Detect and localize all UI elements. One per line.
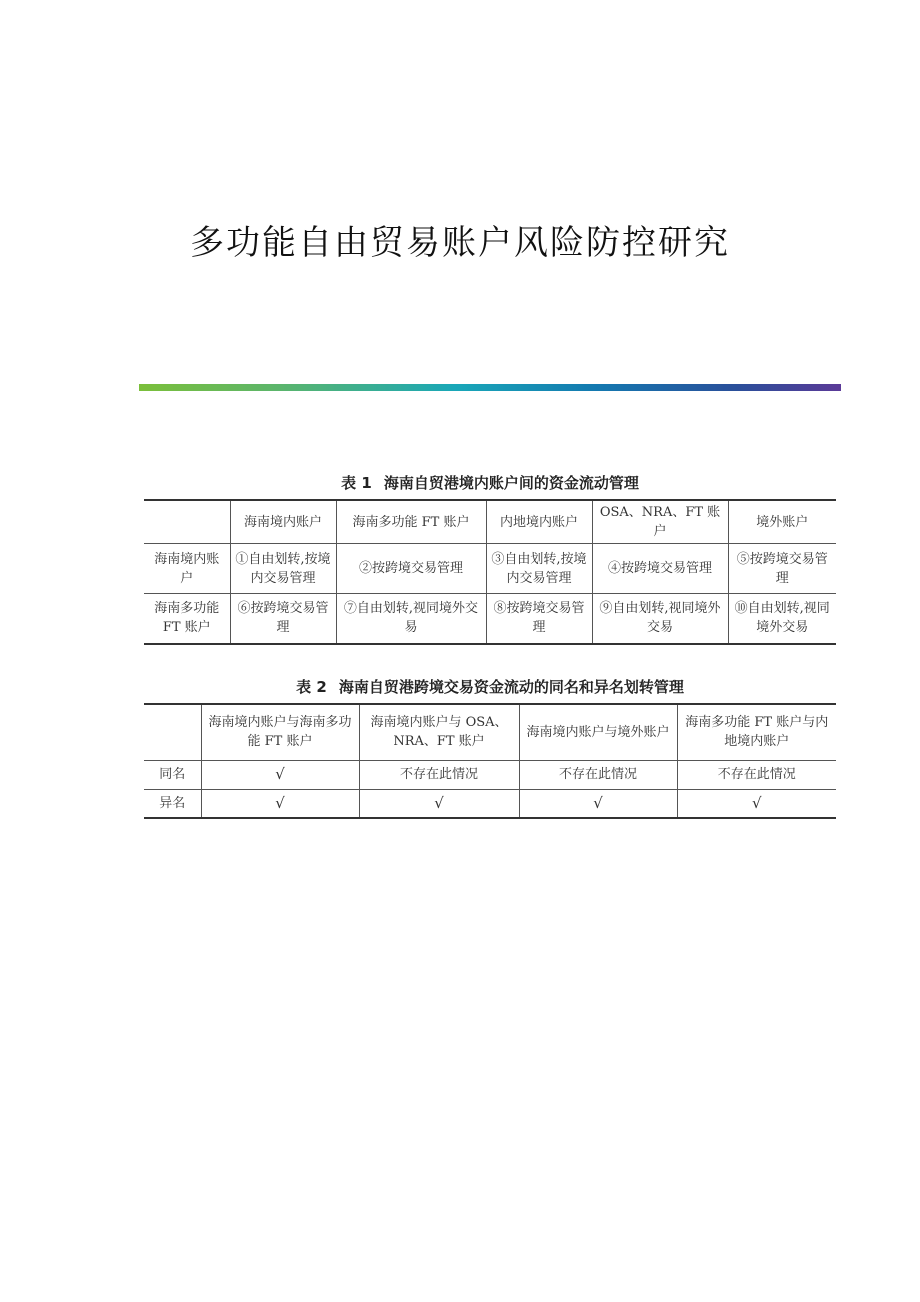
table1-cell: ⑤按跨境交易管理 [728, 544, 836, 594]
table2-header-corner [144, 704, 201, 760]
table1-cell: ⑨自由划转,视同境外交易 [592, 594, 728, 644]
table2-cell: √ [677, 789, 836, 818]
table1-row-label: 海南境内账户 [144, 544, 230, 594]
document-title: 多功能自由贸易账户风险防控研究 [190, 223, 730, 263]
table2-header-cell: 海南境内账户与海南多功能 FT 账户 [201, 704, 359, 760]
table2-transfer-management [144, 703, 836, 819]
table1-header-cell: 海南境内账户 [230, 500, 336, 544]
table1-cell: ④按跨境交易管理 [592, 544, 728, 594]
table2-caption [144, 676, 836, 697]
table2-row [144, 789, 836, 818]
table1-caption [144, 472, 836, 493]
table2-cell: 不存在此情况 [519, 760, 677, 789]
table2-cell: 不存在此情况 [677, 760, 836, 789]
table1-cell: ⑥按跨境交易管理 [230, 594, 336, 644]
table1-cell: ⑧按跨境交易管理 [486, 594, 592, 644]
table1-header-cell: 内地境内账户 [486, 500, 592, 544]
table1-row [144, 594, 836, 644]
table2-header-cell: 海南多功能 FT 账户与内地境内账户 [677, 704, 836, 760]
table1-cell: ①自由划转,按境内交易管理 [230, 544, 336, 594]
table2-cell: 不存在此情况 [359, 760, 519, 789]
table2-cell: √ [201, 760, 359, 789]
table1-cell: ③自由划转,按境内交易管理 [486, 544, 592, 594]
table2-header-row [144, 704, 836, 760]
table1-caption-text: 海南自贸港境内账户间的资金流动管理 [383, 474, 639, 492]
table2-cell: √ [201, 789, 359, 818]
table2-row [144, 760, 836, 789]
table2-caption-text: 海南自贸港跨境交易资金流动的同名和异名划转管理 [338, 678, 684, 696]
decorative-gradient-bar [139, 384, 841, 391]
table2-header-cell: 海南境内账户与境外账户 [519, 704, 677, 760]
table1-header-cell: 境外账户 [728, 500, 836, 544]
table1-cell: ②按跨境交易管理 [336, 544, 486, 594]
table2-caption-number: 表 2 [296, 678, 327, 696]
table1-header-corner [144, 500, 230, 544]
table1-cell: ⑦自由划转,视同境外交易 [336, 594, 486, 644]
table1-header-cell: 海南多功能 FT 账户 [336, 500, 486, 544]
table2-row-label: 异名 [144, 789, 201, 818]
table2-cell: √ [359, 789, 519, 818]
table2-row-label: 同名 [144, 760, 201, 789]
table1-row [144, 544, 836, 594]
table1-row-label: 海南多功能 FT 账户 [144, 594, 230, 644]
table1-caption-number: 表 1 [341, 474, 372, 492]
table1-header-row [144, 500, 836, 544]
table2-cell: √ [519, 789, 677, 818]
table1-cell: ⑩自由划转,视同境外交易 [728, 594, 836, 644]
table2-header-cell: 海南境内账户与 OSA、NRA、FT 账户 [359, 704, 519, 760]
table1-header-cell: OSA、NRA、FT 账户 [592, 500, 728, 544]
table1-fund-flow-management [144, 499, 836, 645]
